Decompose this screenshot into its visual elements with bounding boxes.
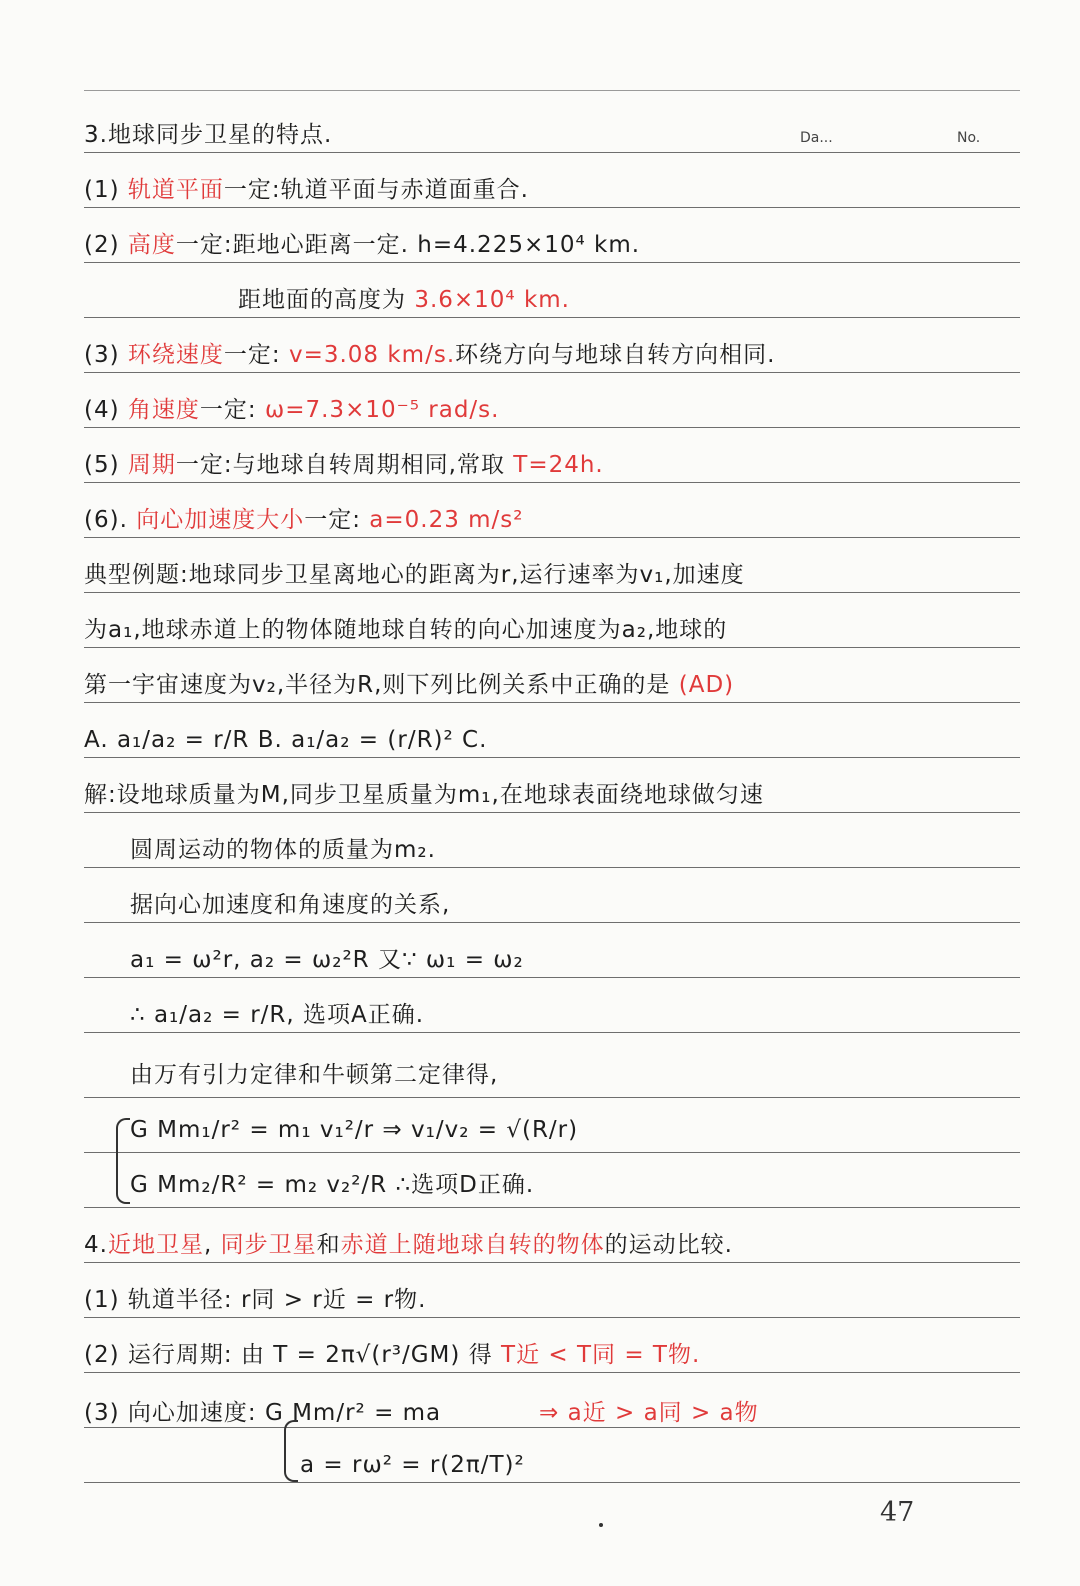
ruled-line bbox=[84, 922, 1020, 923]
page-number: 47 bbox=[880, 1497, 915, 1528]
item-4: (4) 角速度一定: ω=7.3×10⁻⁵ rad/s. bbox=[84, 397, 500, 423]
item-6: (6). 向心加速度大小一定: a=0.23 m/s² bbox=[84, 507, 524, 533]
no-label: No. bbox=[957, 130, 981, 146]
ruled-line bbox=[84, 317, 1020, 318]
section-4-heading: 4.近地卫星, 同步卫星和赤道上随地球自转的物体的运动比较. bbox=[84, 1232, 733, 1258]
ruled-line bbox=[84, 647, 1020, 648]
ink-dot bbox=[599, 1523, 603, 1527]
ruled-line bbox=[84, 1317, 1020, 1318]
example-line-2: 为a₁,地球赤道上的物体随地球自转的向心加速度为a₂,地球的 bbox=[84, 617, 728, 643]
date-label: Da... bbox=[800, 130, 833, 146]
solution-conclusion-a: ∴ a₁/a₂ = r/R, 选项A正确. bbox=[130, 1002, 425, 1028]
item-1: (1) 轨道平面一定:轨道平面与赤道面重合. bbox=[84, 177, 529, 203]
ruled-line bbox=[84, 1207, 1020, 1208]
item-2: (2) 高度一定:距地心距离一定. h=4.225×10⁴ km. bbox=[84, 232, 641, 258]
compare-radius: (1) 轨道半径: r同 > r近 = r物. bbox=[84, 1287, 427, 1313]
compare-acceleration: (3) 向心加速度: G Mm/r² = ma ⇒ a近 > a同 > a物 bbox=[84, 1400, 759, 1426]
ruled-line bbox=[84, 867, 1020, 868]
brace-left bbox=[116, 1118, 130, 1204]
ruled-line bbox=[84, 207, 1020, 208]
ruled-line bbox=[84, 537, 1020, 538]
ruled-line bbox=[84, 262, 1020, 263]
solution-line-3: 据向心加速度和角速度的关系, bbox=[130, 892, 451, 918]
ruled-line bbox=[84, 1262, 1020, 1263]
acceleration-formula: a = rω² = r(2π/T)² bbox=[300, 1452, 525, 1478]
brace-acceleration bbox=[284, 1420, 298, 1482]
compare-period: (2) 运行周期: 由 T = 2π√(r³/GM) 得 T近 < T同 = T物. bbox=[84, 1342, 701, 1368]
ruled-line bbox=[84, 152, 1020, 153]
ruled-line bbox=[84, 1152, 1020, 1153]
ruled-line bbox=[84, 977, 1020, 978]
solution-line-2: 圆周运动的物体的质量为m₂. bbox=[130, 837, 436, 863]
ruled-line bbox=[84, 1097, 1020, 1098]
example-line-3: 第一宇宙速度为v₂,半径为R,则下列比例关系中正确的是 (AD) bbox=[84, 672, 735, 698]
item-5: (5) 周期一定:与地球自转周期相同,常取 T=24h. bbox=[84, 452, 604, 478]
header-rule bbox=[84, 90, 1020, 91]
ruled-line bbox=[84, 1482, 1020, 1483]
ruled-line bbox=[84, 757, 1020, 758]
item-3: (3) 环绕速度一定: v=3.08 km/s.环绕方向与地球自转方向相同. bbox=[84, 342, 776, 368]
solution-line-1: 解:设地球质量为M,同步卫星质量为m₁,在地球表面绕地球做匀速 bbox=[84, 782, 764, 808]
ruled-line bbox=[84, 372, 1020, 373]
solution-equation-1: a₁ = ω²r, a₂ = ω₂²R 又∵ ω₁ = ω₂ bbox=[130, 947, 524, 973]
ruled-line bbox=[84, 702, 1020, 703]
ruled-line bbox=[84, 427, 1020, 428]
ruled-line bbox=[84, 1372, 1020, 1373]
section-3-heading: 3.地球同步卫星的特点. bbox=[84, 122, 333, 148]
ruled-line bbox=[84, 1032, 1020, 1033]
ruled-line bbox=[84, 482, 1020, 483]
solution-line-4: 由万有引力定律和牛顿第二定律得, bbox=[130, 1062, 499, 1088]
example-line-1: 典型例题:地球同步卫星离地心的距离为r,运行速率为v₁,加速度 bbox=[84, 562, 745, 588]
solution-equation-2: G Mm₁/r² = m₁ v₁²/r ⇒ v₁/v₂ = √(R/r) bbox=[130, 1117, 579, 1143]
item-2-height: 距地面的高度为 3.6×10⁴ km. bbox=[238, 287, 570, 313]
ruled-line bbox=[84, 592, 1020, 593]
example-options: A. a₁/a₂ = r/R B. a₁/a₂ = (r/R)² C. bbox=[84, 727, 488, 753]
ruled-line bbox=[84, 812, 1020, 813]
solution-equation-3: G Mm₂/R² = m₂ v₂²/R ∴选项D正确. bbox=[130, 1172, 535, 1198]
